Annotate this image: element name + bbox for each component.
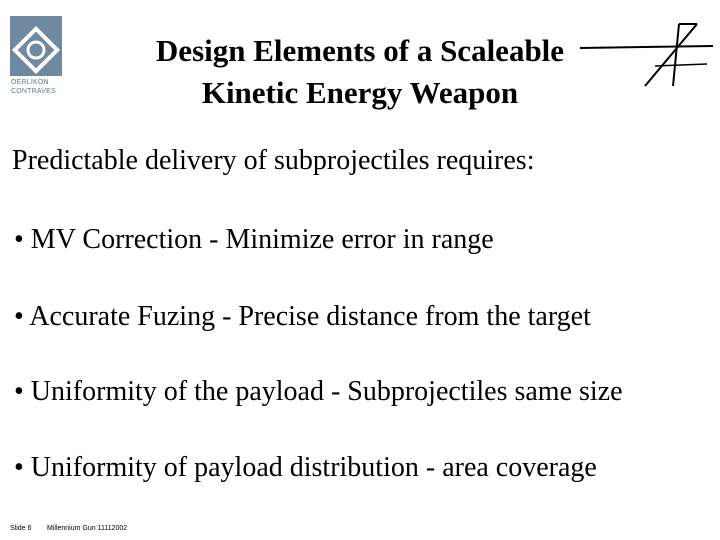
logo-text: [11, 78, 56, 96]
logo-line-1: OERLIKON: [11, 79, 49, 86]
bullet-item: • Uniformity of payload distribution - area coverage: [14, 452, 597, 483]
logo-line-2: CONTRAVES: [11, 88, 56, 95]
title-line-1: Design Elements of a Scaleable: [155, 33, 565, 68]
bullet-item: • Accurate Fuzing - Precise distance from the target: [14, 301, 591, 332]
bullet-item: • MV Correction - Minimize error in range: [14, 224, 494, 255]
oerlikon-contraves-logo: [10, 16, 64, 106]
decorative-line-arrow-icon: [575, 20, 715, 90]
title-line-2: Kinetic Energy Weapon: [201, 75, 519, 110]
logo-mark: [10, 16, 62, 76]
bullet-item: • Uniformity of the payload - Subprojectiles same size: [14, 376, 623, 407]
slide-number: Slide 6: [10, 525, 32, 532]
slide-title: [100, 30, 620, 114]
footer-label: Millennium Gun 11112002: [47, 525, 128, 532]
intro-text: Predictable delivery of subprojectiles requires:: [12, 145, 535, 176]
